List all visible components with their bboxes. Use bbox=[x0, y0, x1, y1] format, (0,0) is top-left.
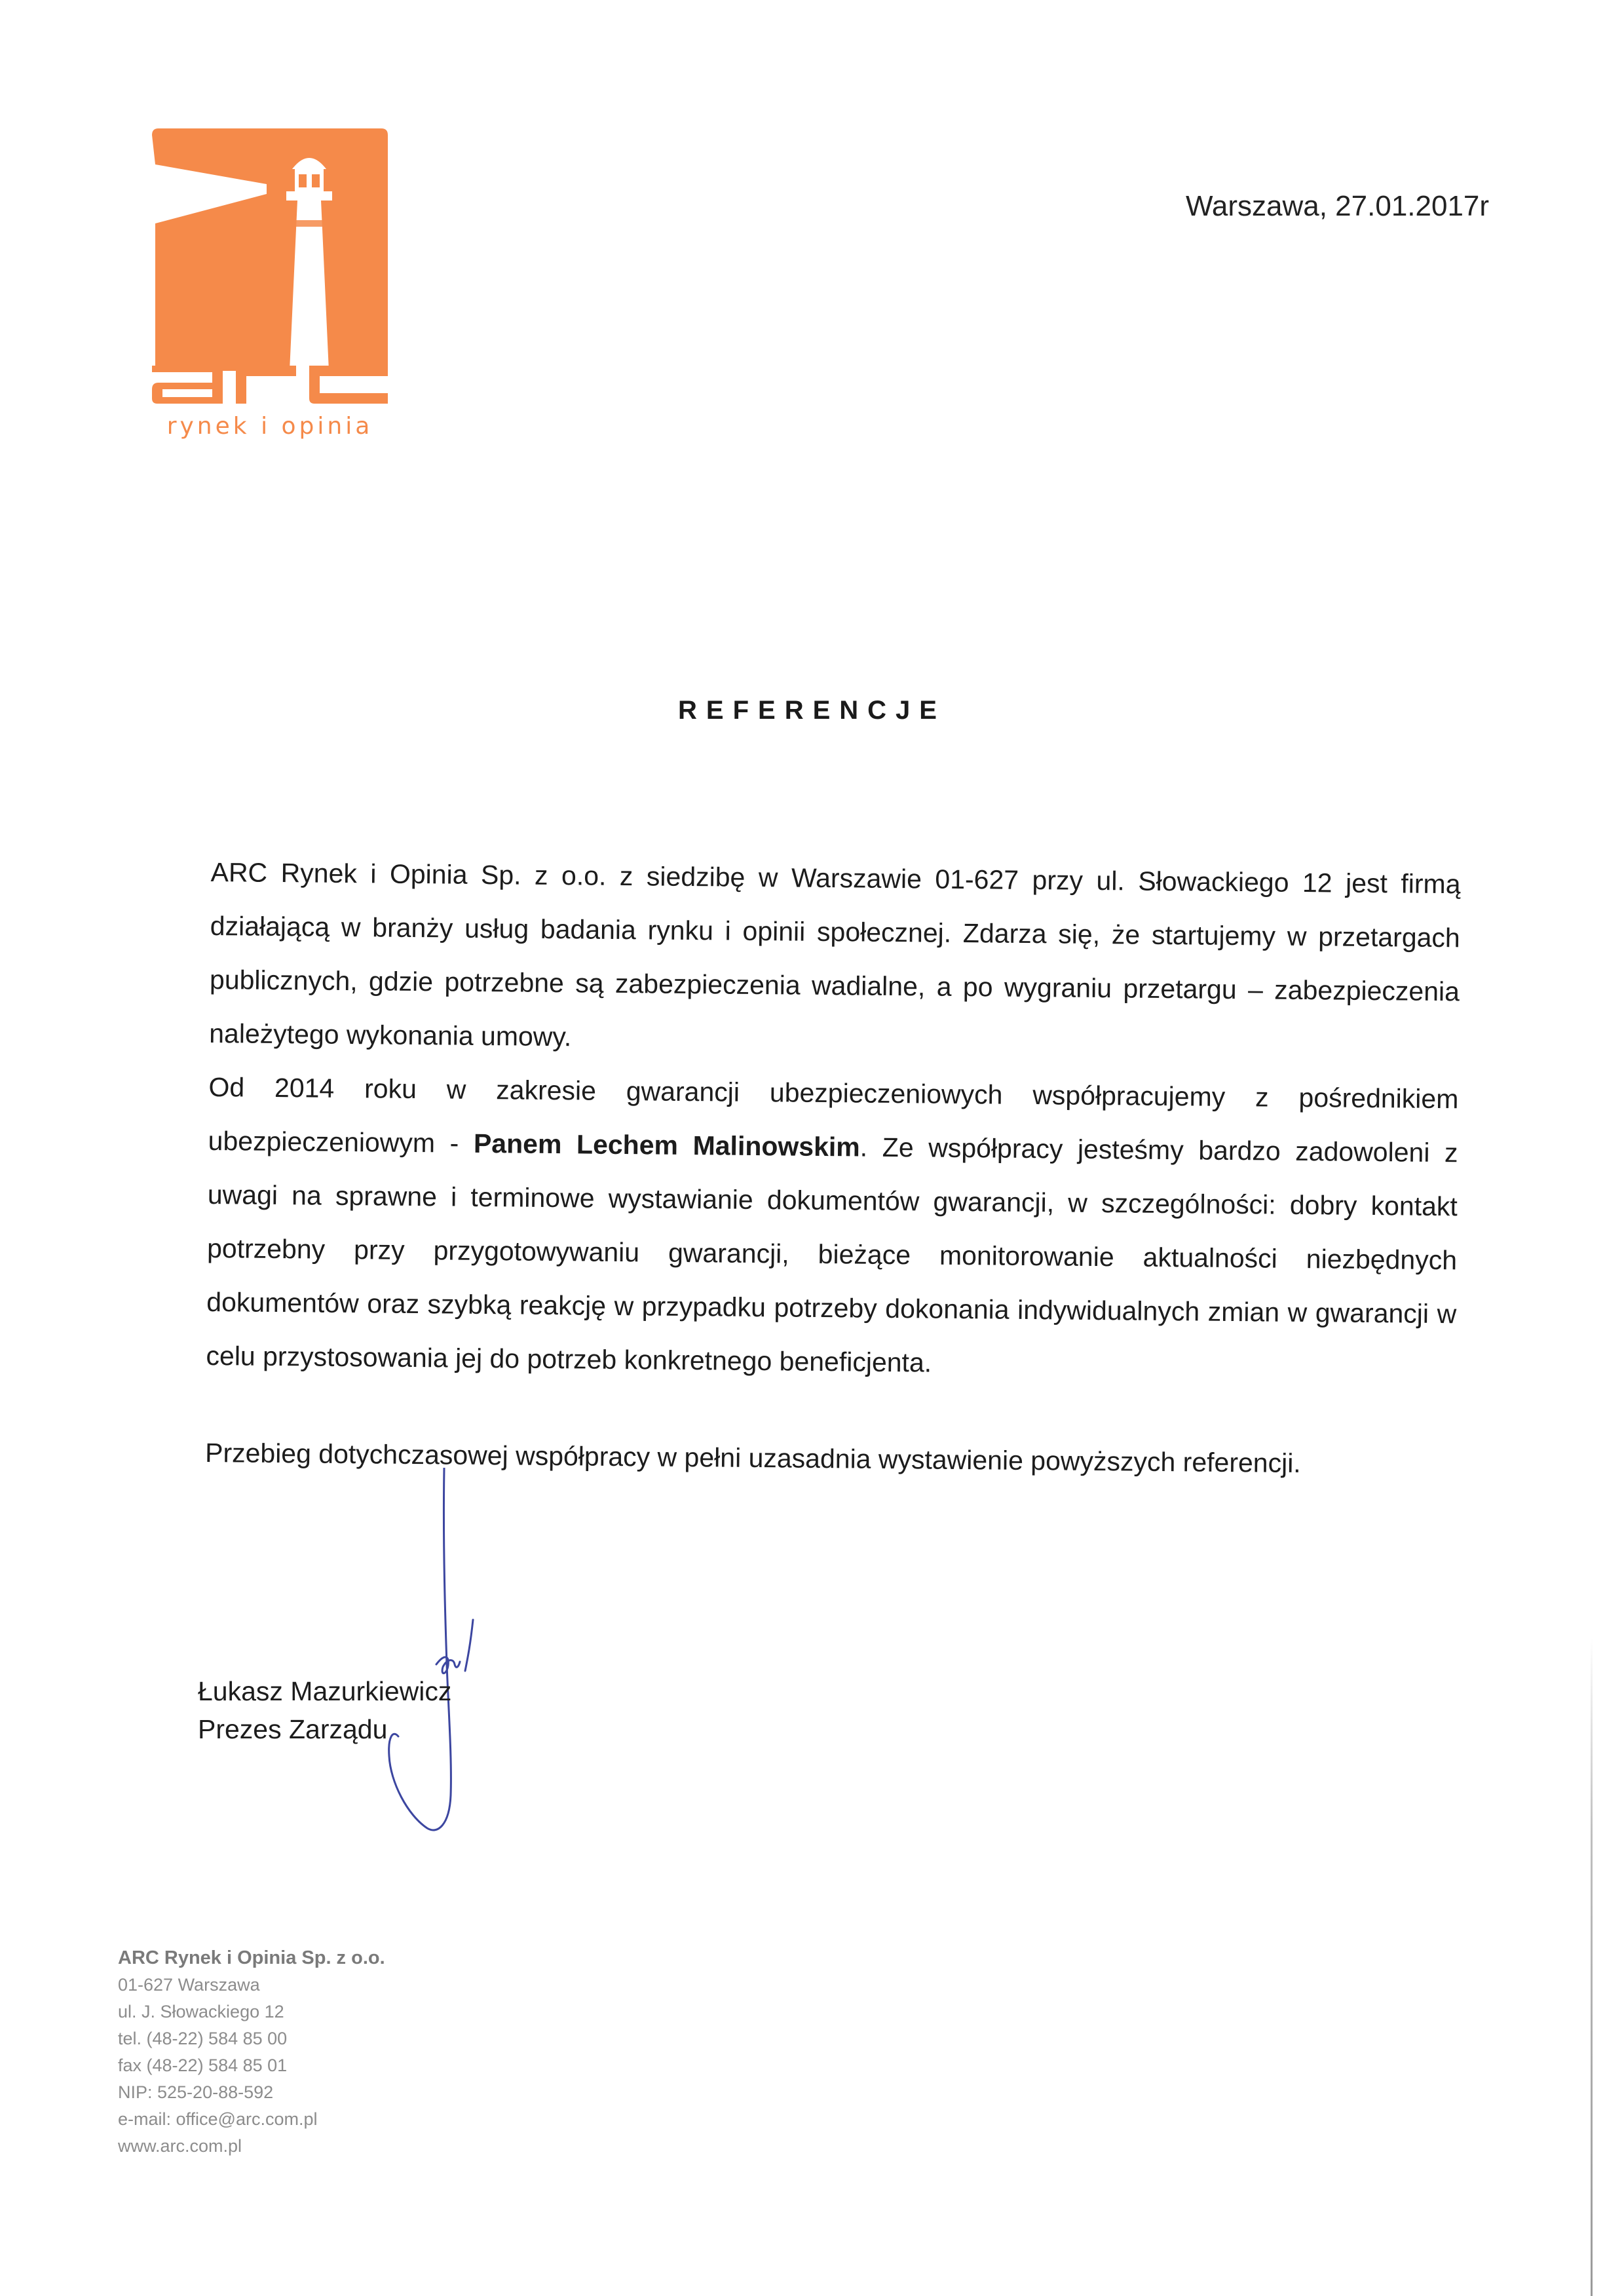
body-paragraph-2 bbox=[206, 1060, 1459, 1394]
arc-logo bbox=[152, 128, 388, 443]
footer-company: ARC Rynek i Opinia Sp. z o.o. bbox=[118, 1947, 385, 1968]
footer-street: ul. J. Słowackiego 12 bbox=[118, 2002, 284, 2021]
scan-edge-artifact bbox=[1591, 1638, 1593, 2296]
footer-city: 01-627 Warszawa bbox=[118, 1975, 260, 1995]
body-paragraph-2-start: Od 2014 roku w zakresie gwarancji ubezpieczeniowych współpracujemy z pośrednikiem ubezpieczeniowym - bbox=[208, 1071, 1459, 1158]
body-paragraph-1: ARC Rynek i Opinia Sp. z o.o. z siedzibę w Warszawie 01-627 przy ul. Słowackiego 12 jest firmą działającą w branży usług badania rynku i opinii społecznej. Zdarza się, że startujemy w przetargach publicznych, gdzie potrzebne są zabezpieczenia wadialne, a po wygraniu przetargu – zabezpieczenia należytego wykonania umowy. bbox=[209, 856, 1461, 1052]
document-title: REFERENCJE bbox=[678, 696, 946, 725]
footer-nip: NIP: 525-20-88-592 bbox=[118, 2082, 274, 2102]
body-paragraph-2-end: . Ze współpracy jesteśmy bardzo zadowoleni z uwagi na sprawne i terminowe wystawianie dokumentów gwarancji, w szczególności: dobry kontakt potrzebny przy przygotowywaniu gwarancji, bieżące monitorowanie aktualności niezbędnych dokumentów oraz szybką reakcję w przypadku potrzeby dokonania indywidualnych zmian w gwarancji w celu przystosowania jej do potrzeb konkretnego beneficjenta. bbox=[206, 1132, 1458, 1378]
body-paragraph-closing: Przebieg dotychczasowej współpracy w pełni uzasadnia wystawienie powyższych referencji. bbox=[204, 1437, 1301, 1479]
logo-tagline: rynek i opinia bbox=[166, 413, 373, 440]
handwritten-signature bbox=[367, 1468, 498, 1835]
footer-fax: fax (48-22) 584 85 01 bbox=[118, 2056, 288, 2075]
footer-email[interactable]: e-mail: office@arc.com.pl bbox=[118, 2109, 318, 2129]
broker-name: Panem Lechem Malinowskim bbox=[473, 1128, 860, 1162]
footer-tel: tel. (48-22) 584 85 00 bbox=[118, 2029, 288, 2048]
signer-block bbox=[198, 1672, 451, 1748]
letter-body bbox=[205, 845, 1461, 1491]
letter-date: Warszawa, 27.01.2017r bbox=[1186, 190, 1490, 222]
company-footer bbox=[118, 1945, 385, 2160]
footer-website[interactable]: www.arc.com.pl bbox=[118, 2136, 242, 2156]
signer-position: Prezes Zarządu bbox=[198, 1714, 388, 1744]
signer-name: Łukasz Mazurkiewicz bbox=[198, 1676, 452, 1706]
lighthouse-logo-icon bbox=[152, 128, 388, 410]
